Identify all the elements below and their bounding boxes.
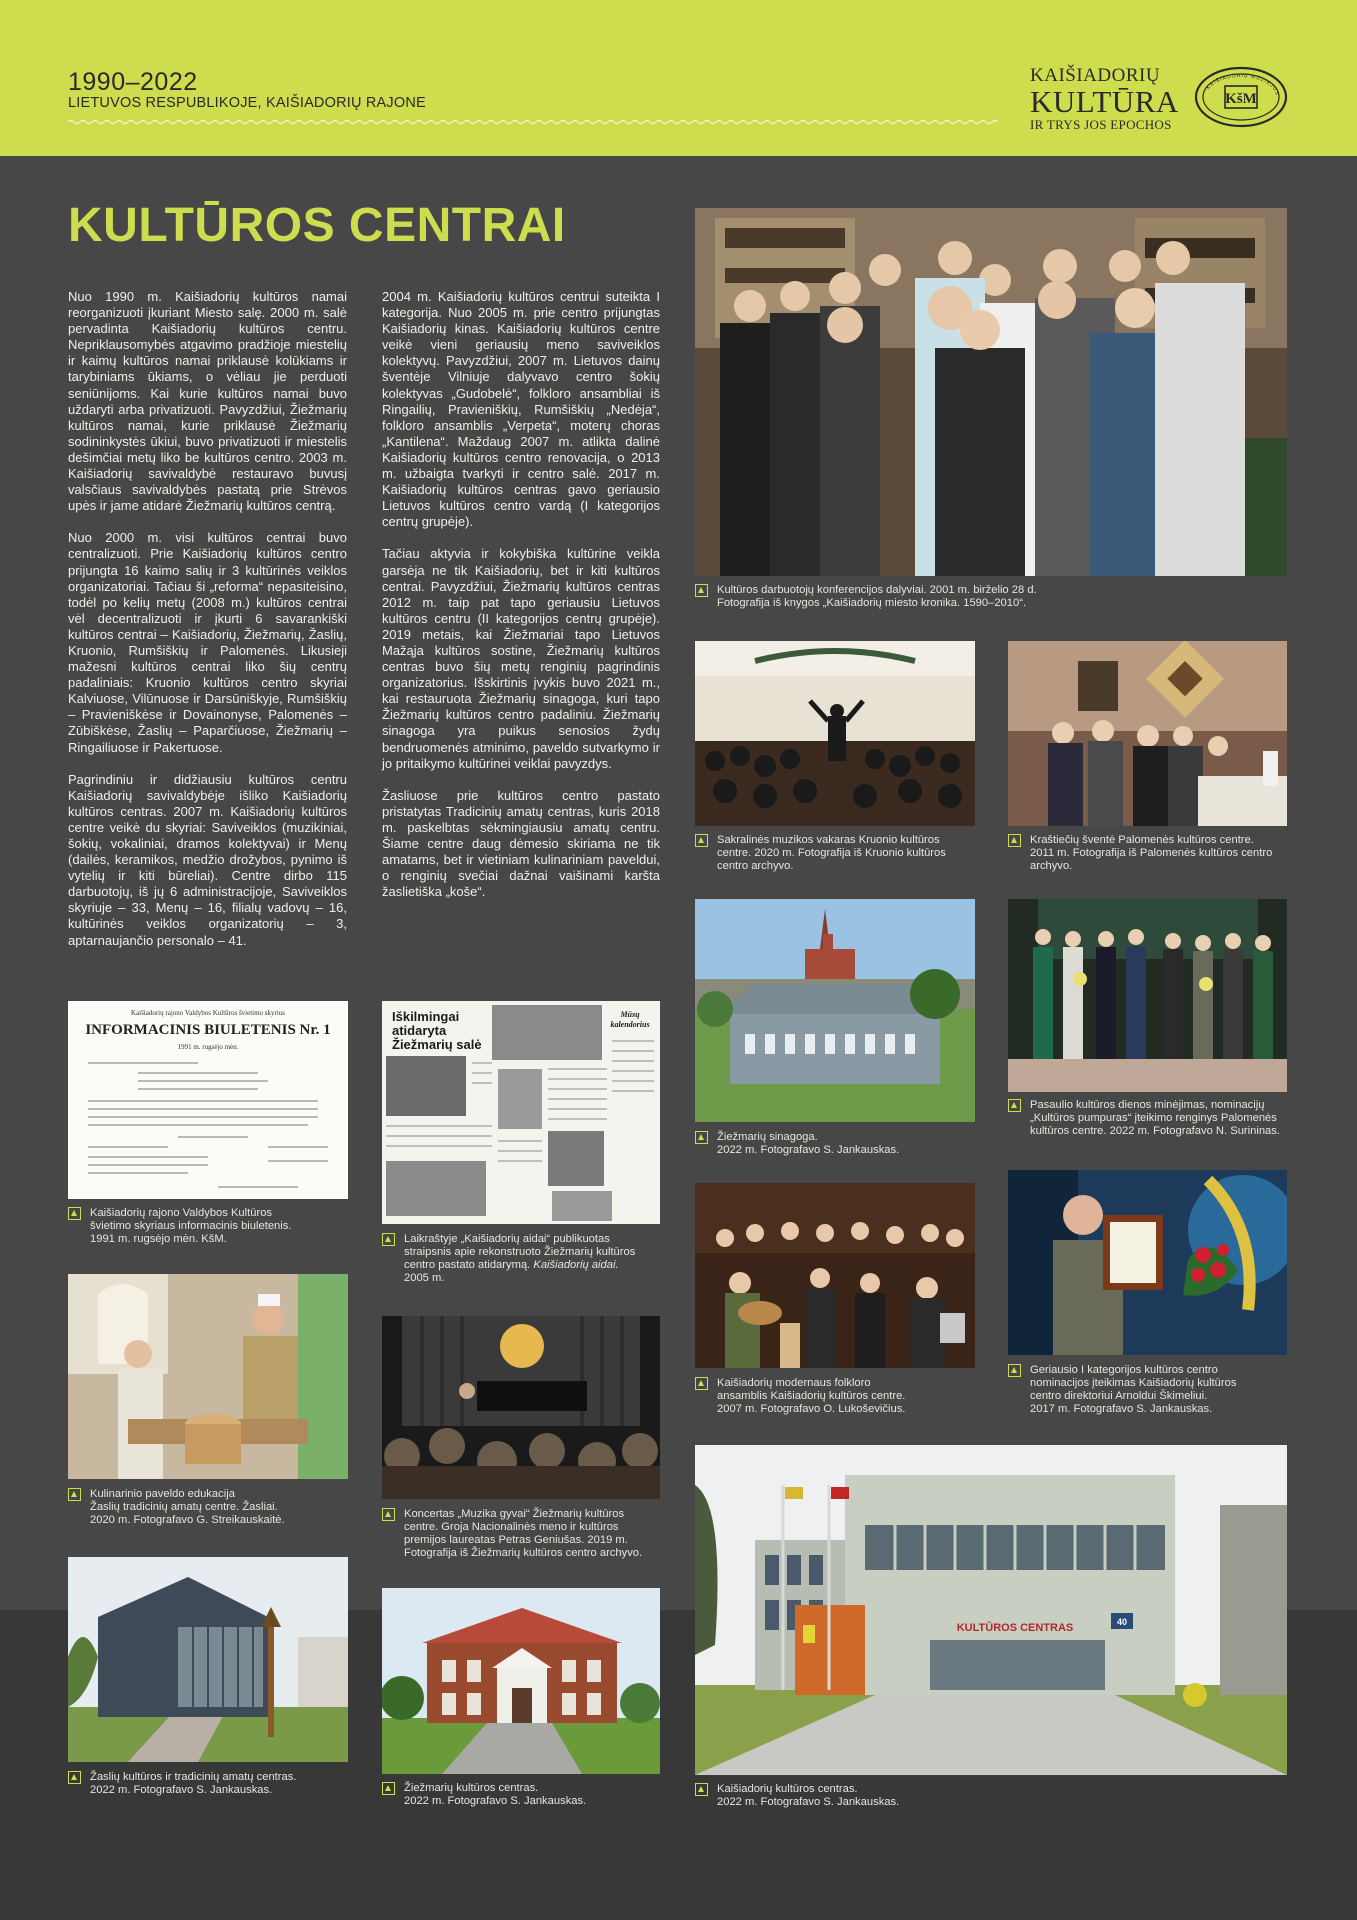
photo-caption-icon [1008,1099,1021,1112]
svg-text:Žiežmarių salė: Žiežmarių salė [392,1037,482,1052]
caption-culinary: Kulinarinio paveldo edukacija Žaslių tradicinių amatų centre. Žasliai. 2020 m. Fotografavo G. Streikauskaitė. [68,1488,348,1527]
svg-text:KULTŪROS CENTRAS: KULTŪROS CENTRAS [956,1622,1074,1634]
photo-caption-icon [1008,1364,1021,1377]
paragraph: Nuo 1990 m. Kaišiadorių kultūros namai reorganizuoti įkuriant Miesto salę. 2000 m. salė pervadinta Kaišiadorių kultūros centru. Nepriklausomybės atgavimo pradžioje miestelių ir kaimų kultūros namai priklausė kolūkiams ir tarybiniams ūkiams, o vėliau jie perduoti seniūnijoms. Kai kurie kultūros namai buvo uždaryti arba privatizuoti. Pavyzdžiui, Žiežmarių kultūros namai, kurie priklausė Žiežmarių sodininkystės ūkiui, buvo privatizuoti ir miestelis dešimčiai metų liko be kultūros centro. 2003 m. Kaišiadorių savivaldybė restauravo buvusį valsčiaus savivaldybės pastatą prie Strėvos upės ir jame atidarė Žiežmarių kultūros centrą. [68,289,347,514]
svg-text:atidaryta: atidaryta [392,1023,447,1038]
photo-caption-icon [382,1508,395,1521]
caption-award-ceremony: Pasaulio kultūros dienos minėjimas, nominacijų „Kultūros pumpuras“ įteikimo renginys Palomenės kultūros centre. 2022 m. Fotografavo N. Surininas. [1008,1099,1287,1138]
photo-caption-icon [695,1377,708,1390]
text-column-middle [382,289,660,916]
photo-folk-ensemble [695,1183,975,1368]
photo-caption-icon [68,1771,81,1784]
photo-zasliai-centre [68,1557,348,1762]
text-column-left [68,289,347,965]
photo-caption-icon [68,1207,81,1220]
caption-kraslietics: Kraštiečių šventė Palomenės kultūros centre. 2011 m. Fotografija iš Palomenės kultūros centro archyvo. [1008,834,1287,873]
photo-caption-icon [695,1783,708,1796]
paragraph: Nuo 2000 m. visi kultūros centrai buvo centralizuoti. Prie Kaišiadorių kultūros centro prijungta 16 kaimo salių ir 3 kultūrinės veiklos organizatoriai. Tačiau ši „reforma“ nepasiteisino, todėl po kelių metų (2008 m.) kultūros centrai vėl decentralizuoti ir įkurti 6 savarankiški kultūros centrai – Kaišiadorių, Žiežmarių, Žaslių, Kruonio, Rumšiškių ir Palomenės. Likusieji mažesni kultūros centrai liko šių centrų padaliniais: Kruonio kultūros centro skyriai Kalviuose, Vilūnuose ir Darsūniškyje, Rumšiškių – Pravieniškėse ir Dovainonyse, Palomenės – Zūbiškėse, Žaslių – Paparčiuose, Žiežmarių – Ringailiuose ir Pakertuose. [68,530,347,755]
photo-kraslietics-celebration [1008,641,1287,826]
caption-newspaper: Laikraštyje „Kaišiadorių aidai“ publikuotas straipsnis apie rekonstruoto Žiežmarių kultūros centro pastato atidarymą. Kaišiadorių aidai. 2005 m. [382,1233,660,1285]
photo-caption-icon [695,1131,708,1144]
brand-line-3: IR TRYS JOS EPOCHOS [1030,117,1172,132]
photo-caption-icon [382,1233,395,1246]
caption-folk-ensemble: Kaišiadorių modernaus folkloro ansamblis Kaišiadorių kultūros centre. 2007 m. Fotografavo O. Lukoševičius. [695,1377,975,1416]
caption-sacral: Sakralinės muzikos vakaras Kruonio kultūros centre. 2020 m. Fotografija iš Kruonio kultūros centro archyvo. [695,834,975,873]
photo-synagogue [695,899,975,1122]
photo-caption-icon [695,834,708,847]
brand-line-1: KAIŠIADORIŲ [1030,65,1161,86]
photo-sacral-music [695,641,975,826]
caption-kaisiadorys-centre: Kaišiadorių kultūros centras. 2022 m. Fotografavo S. Jankauskas. [695,1783,1287,1809]
photo-conference-group [695,208,1287,576]
svg-text:kalendorius: kalendorius [610,1020,650,1029]
badge-letters: KšM [1225,91,1257,107]
photo-caption-icon [695,584,708,597]
paragraph: Tačiau aktyvia ir kokybiška kultūrine veikla garsėja ne tik Kaišiadorių, bet ir kiti kultūros centrai. Pavyzdžiui, Žiežmarių kultūros centras 2012 m. taip pat tapo geriausiu Lietuvos kultūros centru (II kategorijos centrų grupėje). 2019 metais, kai Žiežmariai tapo Lietuvos Mažąja kultūros sostine, Žiežmarių kultūros centras buvo šių metų renginių pagrindinis organizatorius. Išskirtinis įvykis buvo 2021 m., kai restauruota Žiežmarių sinagoga, kuri tapo Žiežmarių kultūros centro padaliniu. Žiežmarių sinagoga yra puikus senosios žydų bendruomenės atminimo, paveldo sutvarkymo ir jo pritaikymo kultūrinei veiklai pavyzdys. [382,546,660,771]
brand-line-2: KULTŪRA [1030,84,1179,119]
header-band [0,0,1357,156]
caption-zasliai-centre: Žaslių kultūros ir tradicinių amatų centras. 2022 m. Fotografavo S. Jankauskas. [68,1771,348,1797]
svg-text:KAIŠIADORIŲ MUZIEJUS: KAIŠIADORIŲ MUZIEJUS [1205,72,1281,97]
brand-logo [1030,66,1179,131]
paragraph: Pagrindiniu ir didžiausiu kultūros centru Kaišiadorių savivaldybėje išliko Kaišiadorių kultūros centras. 2007 m. Kaišiadorių kultūros centre veikė du skyriai: Saviveiklos (muzikiniai, šokių, vokaliniai, dramos kolektyvai) ir Menų (dailės, keramikos, medžio drožybos, pynimo iš vytelių ir kiti būreliai). Centre dirbo 115 darbuotojų, iš jų 6 administracijoje, Saviveiklos skyriuje – 33, Menų – 16, filialų vadovų – 16, kultūrinės veiklos organizatorių – 3, aptarnaujančio personalo – 41. [68,771,347,948]
photo-bulletin [68,1001,348,1199]
photo-caption-icon [1008,834,1021,847]
photo-caption-icon [382,1782,395,1795]
paragraph: Žasliuose prie kultūros centro pastato pristatytas Tradicinių amatų centras, kuris 2018 m. paskelbtas sėkmingiausiu amatų centru. Šiame centre daug dėmesio skiriama ne tik amatams, bet ir vietiniam kulinariniam paveldui, o renginių svečiai dažnai vaišinami karšta žaslietiška „koše“. [382,787,660,900]
photo-ziezmariai-centre [382,1588,660,1774]
caption-synagogue: Žiežmarių sinagoga. 2022 m. Fotografavo S. Jankauskas. [695,1131,975,1157]
photo-kaisiadorys-centre [695,1445,1287,1775]
caption-bulletin: Kaišiadorių rajono Valdybos Kultūros švietimo skyriaus informacinis biuletenis. 1991 m. rugsėjo mėn. KšM. [68,1207,348,1246]
svg-text:1991 m. rugsėjo mėn.: 1991 m. rugsėjo mėn. [177,1043,239,1051]
photo-award-ceremony [1008,899,1287,1092]
paragraph: 2004 m. Kaišiadorių kultūros centrui suteikta I kategorija. Nuo 2005 m. prie centro prijungtas Kaišiadorių kinas. Kaišiadorių kultūros centre veikė vieni geriausių meno saviveiklos kolektyvų. Pavyzdžiui, 2007 m. Lietuvos dainų šventėje Vilniuje dalyvavo centro šokių kolektyvas „Gudobelė“, folkloro ansambliai iš Ringailių, Pravieniškių, Rumšiškių „Nedėja“, folkloro ansamblis „Verpeta“, moterų choras „Kantilena“. Maždaug 2007 m. atlikta dalinė Kaišiadorių kultūros centro renovacija, o 2013 m. užbaigta tvarkyti ir centro salė. 2017 m. Kaišiadorių kultūros centras gavo geriausio Lietuvos kultūros centro vardą (I kategorijos centrų grupėje). [382,289,660,530]
caption-director-award: Geriausio I kategorijos kultūros centro nominacijos įteikimas Kaišiadorių kultūros centro direktoriui Arnoldui Škimeliui. 2017 m. Fotografavo S. Jankauskas. [1008,1364,1287,1416]
caption-conference: Kultūros darbuotojų konferencijos dalyviai. 2001 m. birželio 28 d. Fotografija iš knygos „Kaišiadorių miesto kronika. 1590–2010“. [695,584,1287,610]
svg-text:Mūsų: Mūsų [620,1010,640,1019]
caption-concert: Koncertas „Muzika gyvai“ Žiežmarių kultūros centre. Groja Nacionalinės meno ir kultūros premijos laureatas Petras Geniušas. 2019 m. Fotografija iš Žiežmarių kultūros centro archyvo. [382,1508,660,1560]
svg-text:Kaišiadorių rajono Valdybos Ku: Kaišiadorių rajono Valdybos Kultūros švietimo skyrius [130,1009,286,1017]
svg-text:INFORMACINIS BIULETENIS Nr. 1: INFORMACINIS BIULETENIS Nr. 1 [85,1022,331,1038]
photo-culinary-education [68,1274,348,1479]
header-subtitle: LIETUVOS RESPUBLIKOJE, KAIŠIADORIŲ RAJONE [68,95,426,111]
svg-text:Iškilmingai: Iškilmingai [392,1009,460,1024]
wave-divider [68,118,1002,126]
header-years: 1990–2022 [68,68,198,96]
page-title: KULTŪROS CENTRAI [68,199,566,252]
museum-badge-icon [1194,66,1288,128]
caption-ziezmariai-centre: Žiežmarių kultūros centras. 2022 m. Fotografavo S. Jankauskas. [382,1782,660,1808]
svg-text:40: 40 [1116,1617,1128,1627]
photo-director-award [1008,1170,1287,1355]
photo-newspaper [382,1001,660,1224]
photo-caption-icon [68,1488,81,1501]
photo-concert [382,1316,660,1499]
